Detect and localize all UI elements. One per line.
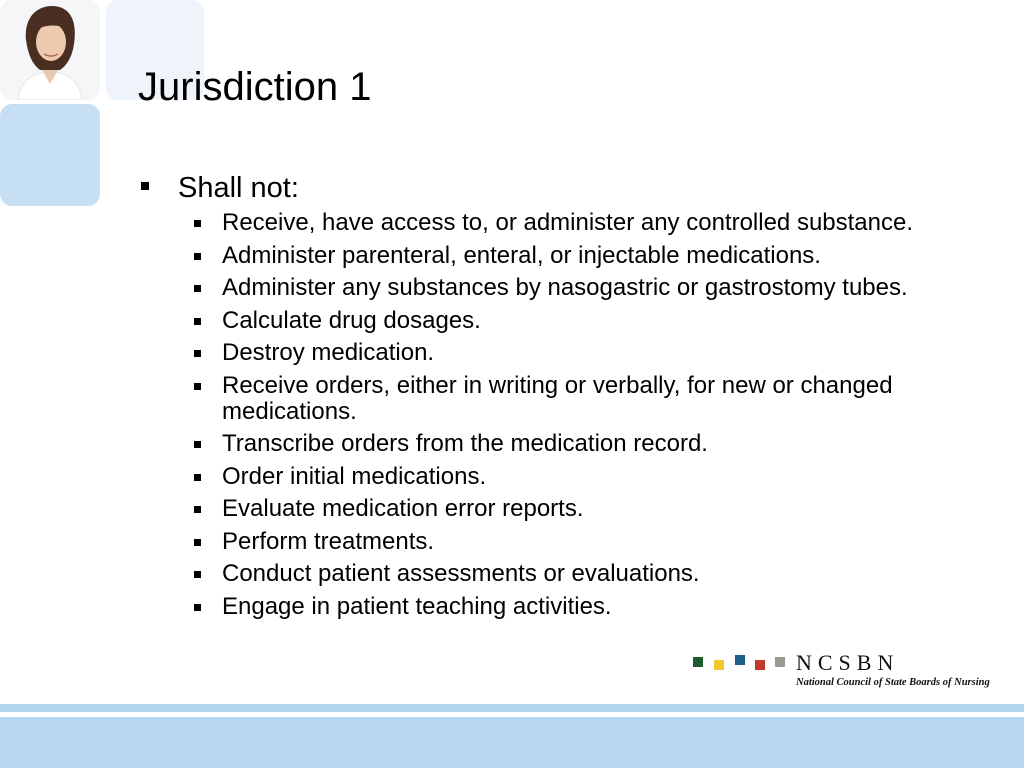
bullet-marker: [194, 318, 201, 325]
bullet-marker: [194, 604, 201, 611]
list-item-text: Calculate drug dosages.: [222, 306, 481, 334]
bullet-marker: [194, 285, 201, 292]
list-item: [190, 464, 1010, 490]
footer-band: [0, 717, 1024, 768]
list-item-text: Perform treatments.: [222, 527, 435, 555]
list-item: [190, 561, 1010, 587]
bullet-marker: [194, 506, 201, 513]
list-item: [190, 210, 1010, 236]
list-item: [190, 243, 1010, 269]
logo-square: [755, 660, 765, 670]
list-item: [190, 275, 1010, 301]
list-item: [190, 496, 1010, 522]
bullet-marker: [194, 253, 201, 260]
list-item-text: Receive orders, either in writing or verbally, for new or changed medications.: [222, 371, 893, 425]
bullet-marker: [194, 539, 201, 546]
logo-square: [693, 657, 703, 667]
list-item: [190, 340, 1010, 366]
logo-square: [714, 660, 724, 670]
logo-square: [735, 655, 745, 665]
logo-subtitle: National Council of State Boards of Nursing: [796, 677, 990, 688]
list-item-text: Transcribe orders from the medication record.: [222, 430, 708, 457]
footer-stripe: [0, 704, 1024, 712]
level1-bullet-text: Shall not:: [178, 172, 299, 204]
decorative-tile: [0, 104, 100, 206]
list-item-text: Engage in patient teaching activities.: [222, 592, 612, 620]
bullet-list: [190, 210, 1010, 626]
bullet-marker: [194, 441, 201, 448]
list-item-text: Evaluate medication error reports.: [222, 495, 584, 522]
list-item-text: Destroy medication.: [222, 339, 435, 366]
list-item-text: Administer any substances by nasogastric or gastrostomy tubes.: [222, 274, 908, 301]
list-item: [190, 308, 1010, 334]
bullet-marker: [194, 220, 201, 227]
list-item: [190, 431, 1010, 457]
logo-square: [775, 657, 785, 667]
logo-wordmark: NCSBN: [796, 650, 900, 675]
list-item-text: Conduct patient assessments or evaluations.: [222, 560, 700, 587]
list-item: [190, 594, 1010, 620]
bullet-marker: [141, 182, 149, 190]
woman-portrait-icon: [0, 0, 100, 100]
bullet-marker: [194, 383, 201, 390]
list-item-text: Receive, have access to, or administer any controlled substance.: [222, 209, 914, 236]
list-item-text: Order initial medications.: [222, 462, 487, 490]
ncsbn-logo: [693, 650, 990, 692]
list-item-text: Administer parenteral, enteral, or injectable medications.: [222, 241, 821, 269]
portrait-photo: [0, 0, 100, 100]
list-item: [190, 373, 1010, 425]
bullet-marker: [194, 474, 201, 481]
slide-title: Jurisdiction 1: [138, 65, 372, 109]
list-item: [190, 529, 1010, 555]
bullet-marker: [194, 571, 201, 578]
bullet-marker: [194, 350, 201, 357]
